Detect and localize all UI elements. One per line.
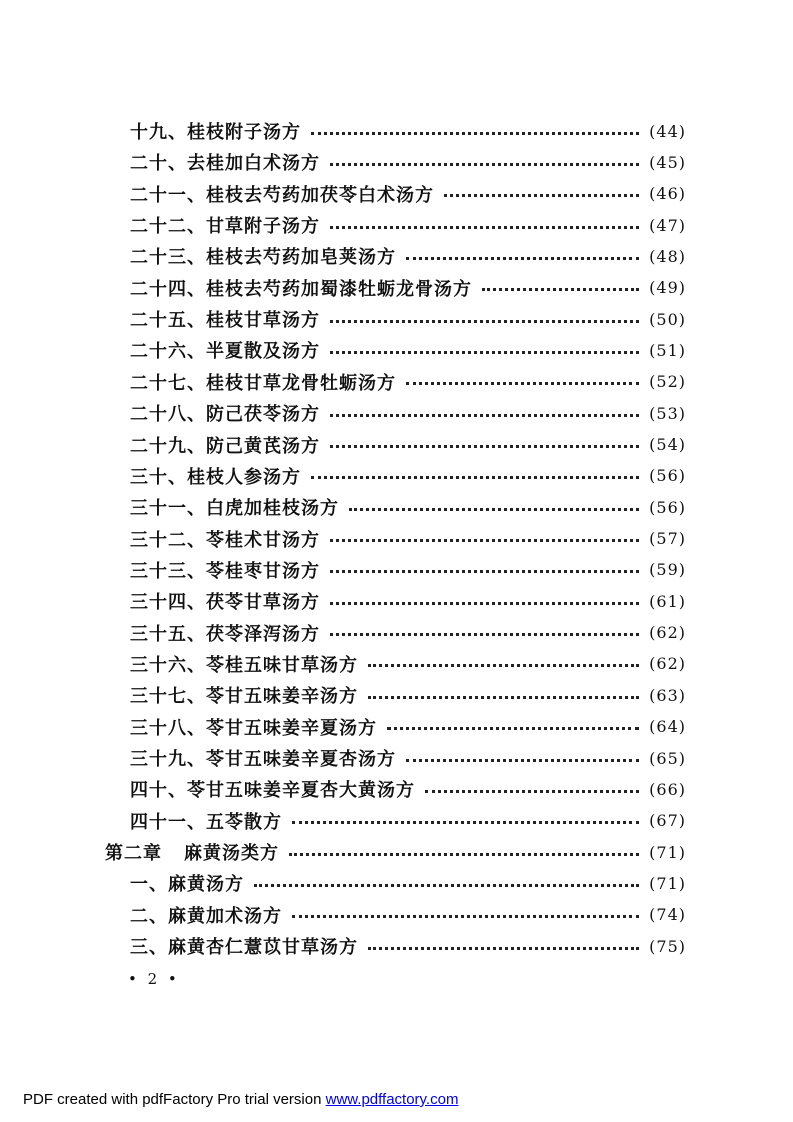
entry-number: 二十二、 <box>130 216 206 238</box>
entry-number: 二十三、 <box>130 247 206 269</box>
footer-text: PDF created with pdfFactory Pro trial version <box>23 1091 326 1108</box>
entry-title: 半夏散及汤方 <box>206 341 320 363</box>
leader-dots <box>368 664 639 667</box>
toc-entry <box>130 681 686 709</box>
entry-title: 桂枝去芍药加蜀漆牡蛎龙骨汤方 <box>206 278 472 300</box>
entry-number: 三十五、 <box>130 623 206 645</box>
entry-title-block <box>130 432 320 458</box>
entry-title: 白虎加桂枝汤方 <box>206 498 339 520</box>
entry-title: 桂枝附子汤方 <box>187 122 301 143</box>
entry-title: 防己黄芪汤方 <box>206 435 320 457</box>
toc-entry <box>130 211 686 239</box>
leader-dots <box>330 570 639 573</box>
entry-title-block <box>130 275 472 301</box>
toc-entry <box>130 775 686 803</box>
leader-dots <box>330 351 639 354</box>
page-number: • 2 • <box>128 970 180 988</box>
leader-dots <box>292 915 639 918</box>
entry-page: (63) <box>649 685 686 705</box>
toc-entry <box>130 399 686 427</box>
toc-entry <box>130 305 686 333</box>
entry-number: 三十四、 <box>130 592 206 614</box>
entry-title: 麻黄杏仁薏苡甘草汤方 <box>168 937 358 959</box>
entry-title-block <box>130 400 320 426</box>
toc-entry <box>130 713 686 741</box>
leader-dots <box>406 257 639 260</box>
entry-title-block <box>130 620 320 646</box>
entry-number: 三十三、 <box>130 560 206 582</box>
toc-entry <box>130 462 686 490</box>
pdf-footer <box>23 1091 458 1108</box>
toc-entry <box>130 180 686 208</box>
toc-entry <box>130 148 686 176</box>
leader-dots <box>289 853 639 856</box>
leader-dots <box>368 947 639 950</box>
entry-number: 二、 <box>130 905 168 927</box>
leader-dots <box>330 226 639 229</box>
entry-title-block <box>130 118 301 144</box>
entry-title: 苓桂五味甘草汤方 <box>206 654 358 676</box>
toc-entry <box>130 525 686 553</box>
leader-dots <box>330 414 639 417</box>
entry-page: (57) <box>649 529 686 549</box>
entry-title-block <box>130 494 339 520</box>
entry-page: (59) <box>649 560 686 580</box>
entry-page: (54) <box>649 435 686 454</box>
entry-number: 二十五、 <box>130 310 206 332</box>
entry-title-block <box>130 526 320 552</box>
entry-title-block <box>130 933 358 959</box>
leader-dots <box>406 382 639 385</box>
entry-page: (71) <box>649 873 686 893</box>
leader-dots <box>330 602 639 605</box>
entry-page: (75) <box>649 936 686 956</box>
entry-number: 三十六、 <box>130 654 206 676</box>
entry-page: (62) <box>649 654 686 674</box>
entry-number: 二十六、 <box>130 341 206 363</box>
toc-entry <box>130 932 686 960</box>
leader-dots <box>292 821 639 824</box>
toc-entry <box>130 901 686 929</box>
entry-number: 第二章 <box>105 843 162 865</box>
entry-page: (52) <box>649 372 686 392</box>
entry-title: 防己茯苓汤方 <box>206 404 320 426</box>
toc-entry <box>130 117 686 145</box>
entry-title-block <box>130 181 434 207</box>
entry-title: 茯苓泽泻汤方 <box>206 623 320 645</box>
entry-number: 三、 <box>130 937 168 959</box>
entry-title-block <box>130 682 358 708</box>
entry-page: (61) <box>649 591 686 611</box>
leader-dots <box>330 539 639 542</box>
entry-title-block <box>130 212 320 238</box>
entry-number: 三十一、 <box>130 498 206 520</box>
entry-page: (47) <box>649 215 686 235</box>
toc-entry <box>130 336 686 364</box>
entry-page: (66) <box>649 779 686 799</box>
entry-page: (50) <box>649 309 686 329</box>
leader-dots <box>482 288 639 291</box>
toc-entry <box>130 807 686 835</box>
toc-entry <box>130 274 686 302</box>
entry-page: (51) <box>649 340 686 360</box>
toc-entry <box>130 493 686 521</box>
entry-title-block <box>130 243 396 269</box>
entry-page: (56) <box>649 466 686 486</box>
entry-title-block <box>130 651 358 677</box>
entry-title-block <box>130 369 396 395</box>
entry-title: 桂枝去芍药加皂荚汤方 <box>206 247 396 269</box>
entry-title-block <box>105 839 279 865</box>
leader-dots <box>387 727 639 730</box>
entry-title-block <box>130 588 320 614</box>
entry-page: (48) <box>649 246 686 266</box>
entry-page: (45) <box>649 152 686 172</box>
entry-title: 苓甘五味姜辛夏杏大黄汤方 <box>187 780 415 802</box>
entry-number: 二十八、 <box>130 404 206 426</box>
entry-title: 五苓散方 <box>206 811 282 833</box>
entry-title: 苓桂术甘汤方 <box>206 529 320 551</box>
entry-title-block <box>130 776 415 802</box>
entry-number: 三十二、 <box>130 529 206 551</box>
entry-title: 麻黄汤方 <box>168 874 244 896</box>
chapter-heading <box>105 838 686 866</box>
entry-title: 桂枝去芍药加茯苓白术汤方 <box>206 184 434 206</box>
entry-title-block <box>130 337 320 363</box>
entry-title: 桂枝甘草龙骨牡蛎汤方 <box>206 372 396 394</box>
entry-title-block <box>130 745 396 771</box>
entry-title: 去桂加白术汤方 <box>187 153 320 175</box>
entry-page: (67) <box>649 811 686 831</box>
entry-page: (46) <box>649 184 686 204</box>
leader-dots <box>254 884 639 887</box>
toc-entry <box>130 587 686 615</box>
leader-dots <box>330 633 639 636</box>
leader-dots <box>406 759 639 762</box>
entry-page: (65) <box>649 748 686 768</box>
toc-entry <box>130 556 686 584</box>
entry-number: 二十七、 <box>130 372 206 394</box>
entry-number: 十九、 <box>130 122 187 143</box>
entry-title: 苓甘五味姜辛夏杏汤方 <box>206 749 396 770</box>
entry-page: (49) <box>649 278 686 298</box>
pdffactory-link[interactable]: www.pdffactory.com <box>325 1091 459 1108</box>
entry-title: 桂枝甘草汤方 <box>206 310 320 332</box>
entry-title-block <box>130 808 282 834</box>
entry-number: 二十四、 <box>130 278 206 300</box>
entry-page: (64) <box>649 717 686 737</box>
toc-entry <box>130 650 686 678</box>
toc-entry <box>130 619 686 647</box>
toc-entry <box>130 242 686 270</box>
leader-dots <box>311 132 639 135</box>
entry-number: 二十九、 <box>130 435 206 457</box>
entry-page: (56) <box>649 497 686 517</box>
leader-dots <box>349 508 639 511</box>
entry-title: 苓甘五味姜辛夏汤方 <box>206 717 377 739</box>
toc-entry <box>130 869 686 897</box>
leader-dots <box>311 476 639 479</box>
leader-dots <box>330 320 639 323</box>
entry-title-block <box>130 149 320 175</box>
toc-entry <box>130 431 686 459</box>
entry-number: 一、 <box>130 874 168 896</box>
entry-title: 桂枝人参汤方 <box>187 466 301 488</box>
entry-page: (44) <box>649 121 686 141</box>
leader-dots <box>425 790 639 793</box>
entry-title-block <box>130 714 377 740</box>
entry-title: 茯苓甘草汤方 <box>206 592 320 614</box>
entry-number: 二十一、 <box>130 184 206 206</box>
entry-page: (53) <box>649 403 686 423</box>
entry-number: 二十、 <box>130 153 187 175</box>
entry-page: (71) <box>649 842 686 862</box>
leader-dots <box>444 194 639 197</box>
entry-title: 麻黄汤类方 <box>184 843 279 865</box>
leader-dots <box>330 163 639 166</box>
entry-number: 三十九、 <box>130 749 206 770</box>
entry-title-block <box>130 870 244 896</box>
toc-entry <box>130 744 686 772</box>
entry-title-block <box>130 557 320 583</box>
entry-page: (62) <box>649 623 686 643</box>
entry-number: 三十八、 <box>130 717 206 739</box>
entry-title: 苓桂枣甘汤方 <box>206 560 320 582</box>
entry-title: 甘草附子汤方 <box>206 216 320 238</box>
entry-number: 四十一、 <box>130 811 206 833</box>
toc-entry <box>130 368 686 396</box>
leader-dots <box>368 696 639 699</box>
entry-title-block <box>130 306 320 332</box>
entry-number: 三十、 <box>130 466 187 488</box>
entry-title-block <box>130 463 301 489</box>
entry-title: 苓甘五味姜辛汤方 <box>206 686 358 708</box>
entry-number: 三十七、 <box>130 686 206 708</box>
entry-number: 四十、 <box>130 780 187 802</box>
entry-title: 麻黄加术汤方 <box>168 905 282 927</box>
leader-dots <box>330 445 639 448</box>
entry-page: (74) <box>649 905 686 925</box>
entry-title-block <box>130 902 282 928</box>
